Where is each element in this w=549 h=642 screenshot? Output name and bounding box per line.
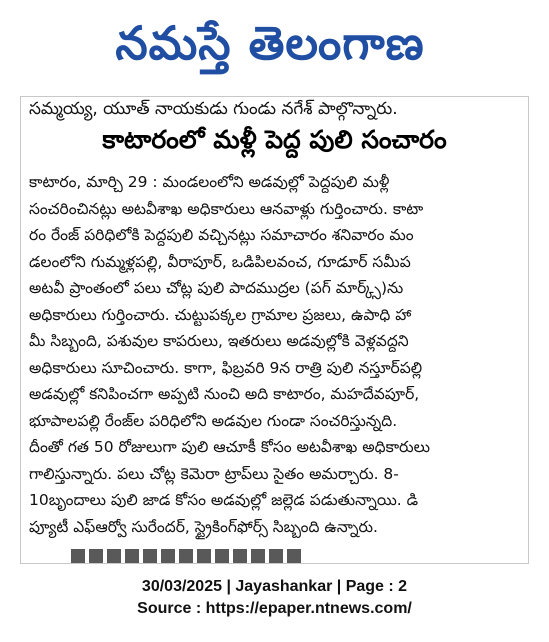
previous-article-tail: సమ్మయ్య, యూత్ నాయకుడు గుండు నగేశ్ పాల్గొన్నారు. xyxy=(29,99,398,119)
article-line: దీంతో గత 50 రోజులుగా పులి ఆచూకీ కోసం అటవీశాఖ అధికారులు xyxy=(29,438,430,456)
article-headline: కాటారంలో మళ్లీ పెద్ద పులి సంచారం xyxy=(102,125,447,154)
article-line: ప్యూటీ ఎఫ్ఆర్వో సురేందర్, స్ట్రైకింగ్‌ఫోర్స్ సిబ్బంది ఉన్నారు. xyxy=(29,517,378,536)
article-body xyxy=(29,169,519,540)
cropped-text-fragment xyxy=(71,549,301,563)
clipping-footer xyxy=(0,576,549,620)
article-line: సంచరించినట్లు అటవీశాఖ అధికారులు ఆనవాళ్లు గుర్తించారు. కాటా xyxy=(29,199,424,218)
article-line: మీ సిబ్బంది, పశువుల కాపరులు, ఇతరులు అడవుల్లోకి వెళ్లవద్దని xyxy=(29,332,409,350)
article-line: అటవీ ప్రాంతంలో పలు చోట్ల పులి పాదముద్రల (పగ్ మార్క్స్)ను xyxy=(29,279,404,297)
article-line: అధికారులు గుర్తించారు. చుట్టుపక్కల గ్రామాల ప్రజలు, ఉపాధి హా xyxy=(29,305,412,324)
article-line: 10బృందాలు పులి జాడ కోసం అడవుల్లో జల్లెడ పడుతున్నాయి. డి xyxy=(29,491,419,509)
article-line: అడవుల్లో కనిపించగా అప్పటి నుంచి అది కాటారం, మహదేవపూర్, xyxy=(29,385,420,403)
source-line: Source : https://epaper.ntnews.com/ xyxy=(137,600,412,617)
article-line: డలంలోని గుమ్మళ్లపల్లి, వీరాపూర్, ఒడిపిలవంచ, గూడూర్ సమీప xyxy=(29,252,411,271)
article-line: భూపాలపల్లి రేంజ్‌ల పరిధిలోని అడవుల గుండా సంచరిస్తున్నది. xyxy=(29,411,398,430)
article-clipping xyxy=(20,96,529,564)
article-line: కాటారం, మార్చి 29 : మండలంలోని అడవుల్లో పెద్దపులి మళ్లీ xyxy=(29,173,390,191)
article-line: రం రేంజ్ పరిధిలోకి పెద్దపులి వచ్చినట్లు సమాచారం శనివారం మం xyxy=(29,226,414,244)
article-line: అధికారులు సూచించారు. కాగా, ఫిబ్రవరి 9న రాత్రి పులి నస్తూర్‌పల్లి xyxy=(29,358,423,377)
date-edition-line: 30/03/2025 | Jayashankar | Page : 2 xyxy=(141,578,408,595)
newspaper-masthead: నమస్తే తెలంగాణ xyxy=(115,16,425,70)
article-line: గాలిస్తున్నారు. పలు చోట్ల కెమెరా ట్రాప్‌లు సైతం అమర్చారు. 8- xyxy=(29,464,399,483)
